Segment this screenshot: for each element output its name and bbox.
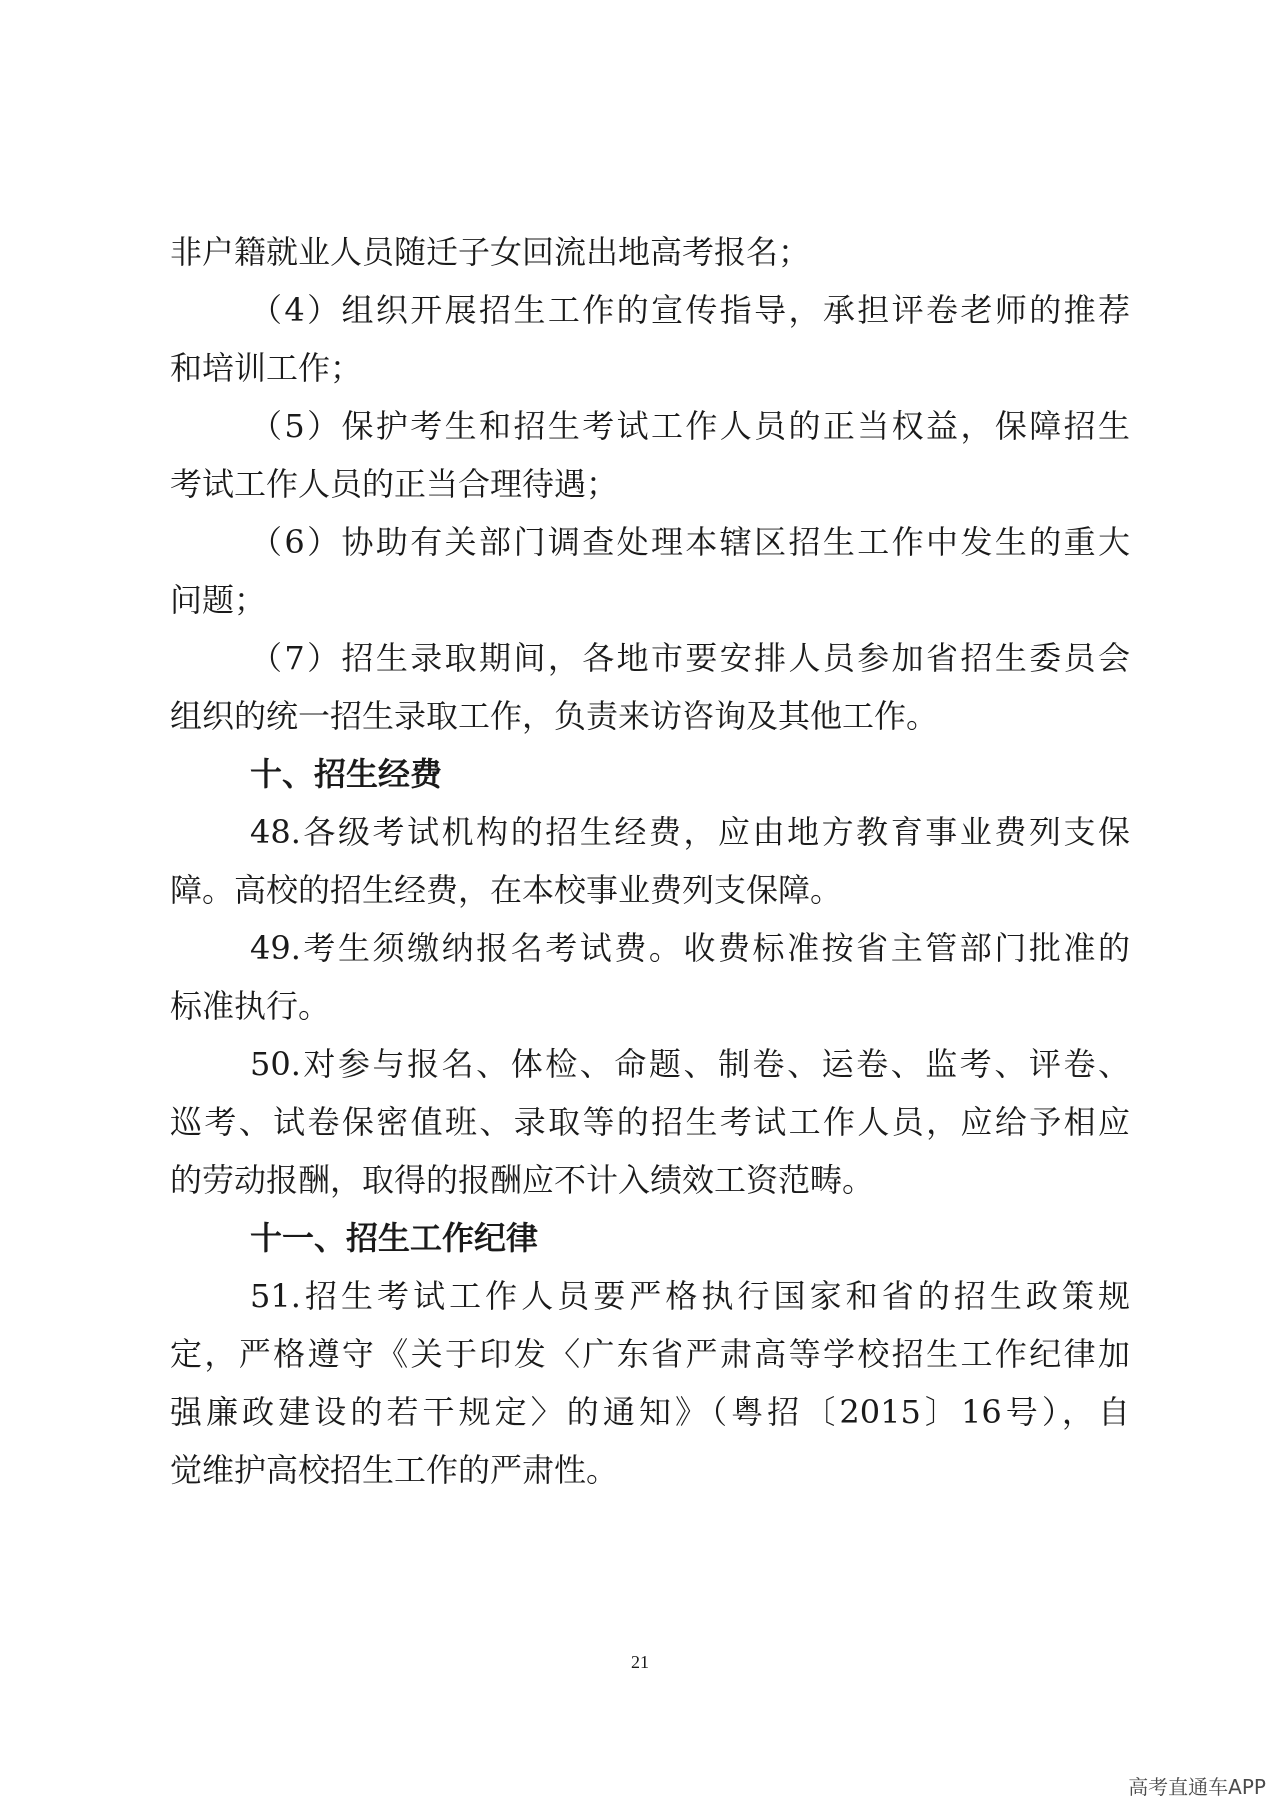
paragraph-line: 的劳动报酬，取得的报酬应不计入绩效工资范畴。 [170,1161,875,1199]
app-watermark: 高考直通车APP [1128,1775,1266,1799]
paragraph-line: 问题； [170,581,267,619]
section-heading: 十、招生经费 [250,755,443,793]
paragraph-line: 49.考生须缴纳报名考试费。收费标准按省主管部门批准的 [250,929,1130,967]
paragraph-line: 觉维护高校招生工作的严肃性。 [170,1451,619,1489]
paragraph-line: 强廉政建设的若干规定〉的通知》（粤招〔2015〕16号），自 [170,1393,1130,1431]
paragraph-line: 标准执行。 [170,987,331,1025]
paragraph-line: 考试工作人员的正当合理待遇； [170,465,619,503]
paragraph-line: （5）保护考生和招生考试工作人员的正当权益，保障招生 [250,407,1130,445]
paragraph-line: 和培训工作； [170,349,363,387]
paragraph-line: （7）招生录取期间，各地市要安排人员参加省招生委员会 [250,639,1130,677]
paragraph-line: 51.招生考试工作人员要严格执行国家和省的招生政策规 [250,1277,1130,1315]
paragraph-line: 48.各级考试机构的招生经费，应由地方教育事业费列支保 [250,813,1130,851]
page-number: 21 [631,1652,649,1672]
paragraph-line: 非户籍就业人员随迁子女回流出地高考报名； [170,233,811,271]
paragraph-line: 巡考、试卷保密值班、录取等的招生考试工作人员，应给予相应 [170,1103,1130,1141]
paragraph-line: 定，严格遵守《关于印发〈广东省严肃高等学校招生工作纪律加 [170,1335,1130,1373]
paragraph-line: 组织的统一招生录取工作，负责来访咨询及其他工作。 [170,697,939,735]
section-heading: 十一、招生工作纪律 [250,1219,539,1257]
paragraph-line: 障。高校的招生经费，在本校事业费列支保障。 [170,871,843,909]
paragraph-line: 50.对参与报名、体检、命题、制卷、运卷、监考、评卷、 [250,1045,1130,1083]
paragraph-line: （6）协助有关部门调查处理本辖区招生工作中发生的重大 [250,523,1130,561]
paragraph-line: （4）组织开展招生工作的宣传指导，承担评卷老师的推荐 [250,291,1130,329]
